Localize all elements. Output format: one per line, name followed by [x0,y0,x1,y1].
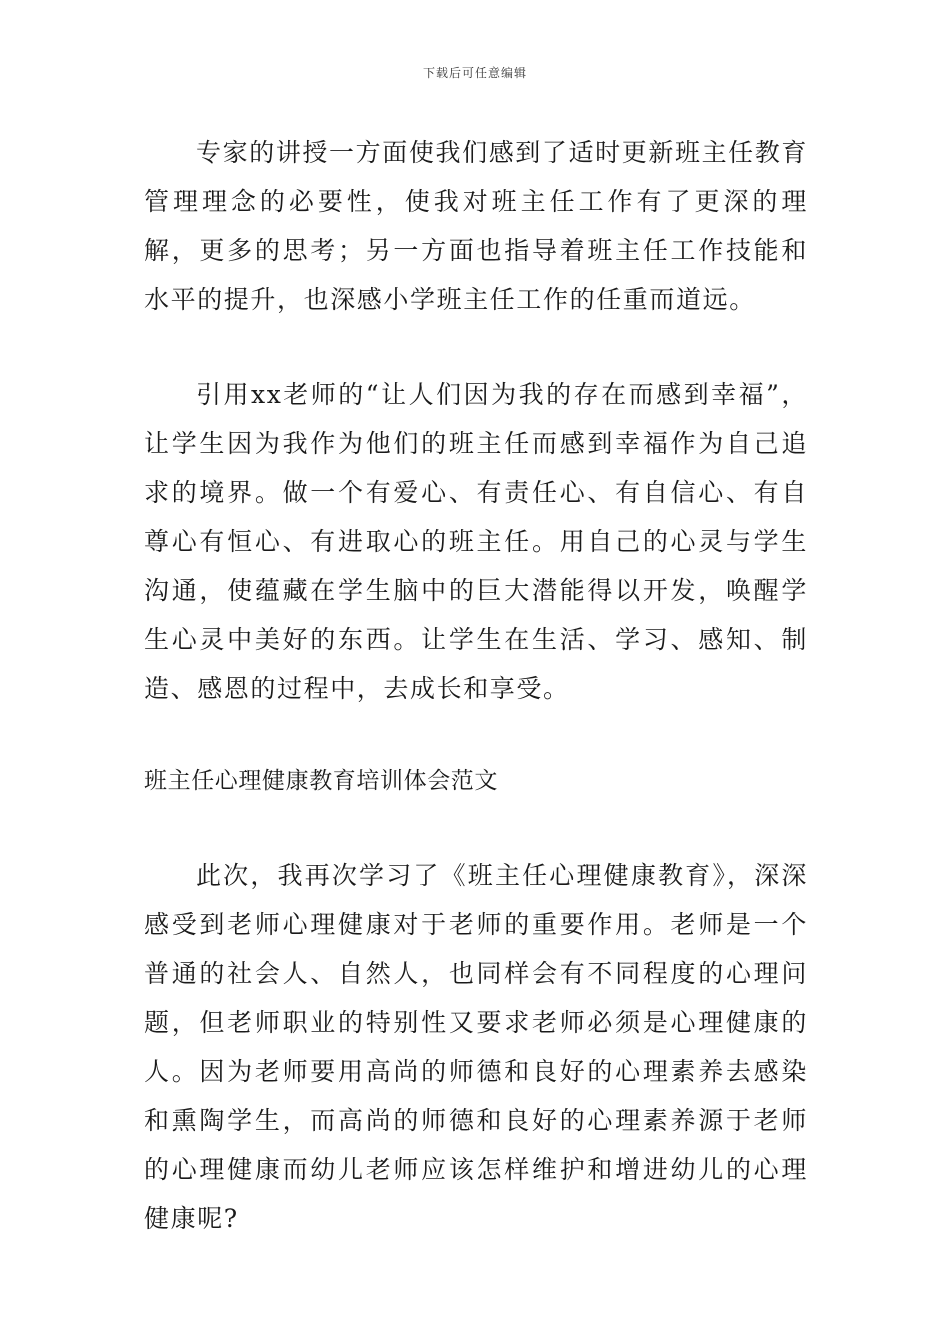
document-body [144,128,808,1243]
header-note: 下载后可任意编辑 [422,66,527,80]
paragraph-expert-lecture: 专家的讲授一方面使我们感到了适时更新班主任教育管理理念的必要性，使我对班主任工作有了更深的理解，更多的思考；另一方面也指导着班主任工作技能和水平的提升，也深感小学班主任工作的任重而道远。 [144,138,808,314]
section-heading: 班主任心理健康教育培训体会范文 [144,768,498,794]
paragraph-mental-health: 此次，我再次学习了《班主任心理健康教育》，深深感受到老师心理健康对于老师的重要作用。老师是一个普通的社会人、自然人，也同样会有不同程度的心理问题，但老师职业的特别性又要求老师必须是心理健康的人。因为老师要用高尚的师德和良好的心理素养去感染和熏陶学生，而高尚的师德和良好的心理素养源于老师的心理健康而幼儿老师应该怎样维护和增进幼儿的心理健康呢? [144,861,808,1233]
paragraph-happiness-quote: 引用xx老师的“让人们因为我的存在而感到幸福”，让学生因为我作为他们的班主任而感到幸福作为自己追求的境界。做一个有爱心、有责任心、有自信心、有自尊心有恒心、有进取心的班主任。用自己的心灵与学生沟通，使蕴藏在学生脑中的巨大潜能得以开发，唤醒学生心灵中美好的东西。让学生在生活、学习、感知、制造、感恩的过程中，去成长和享受。 [144,380,808,703]
